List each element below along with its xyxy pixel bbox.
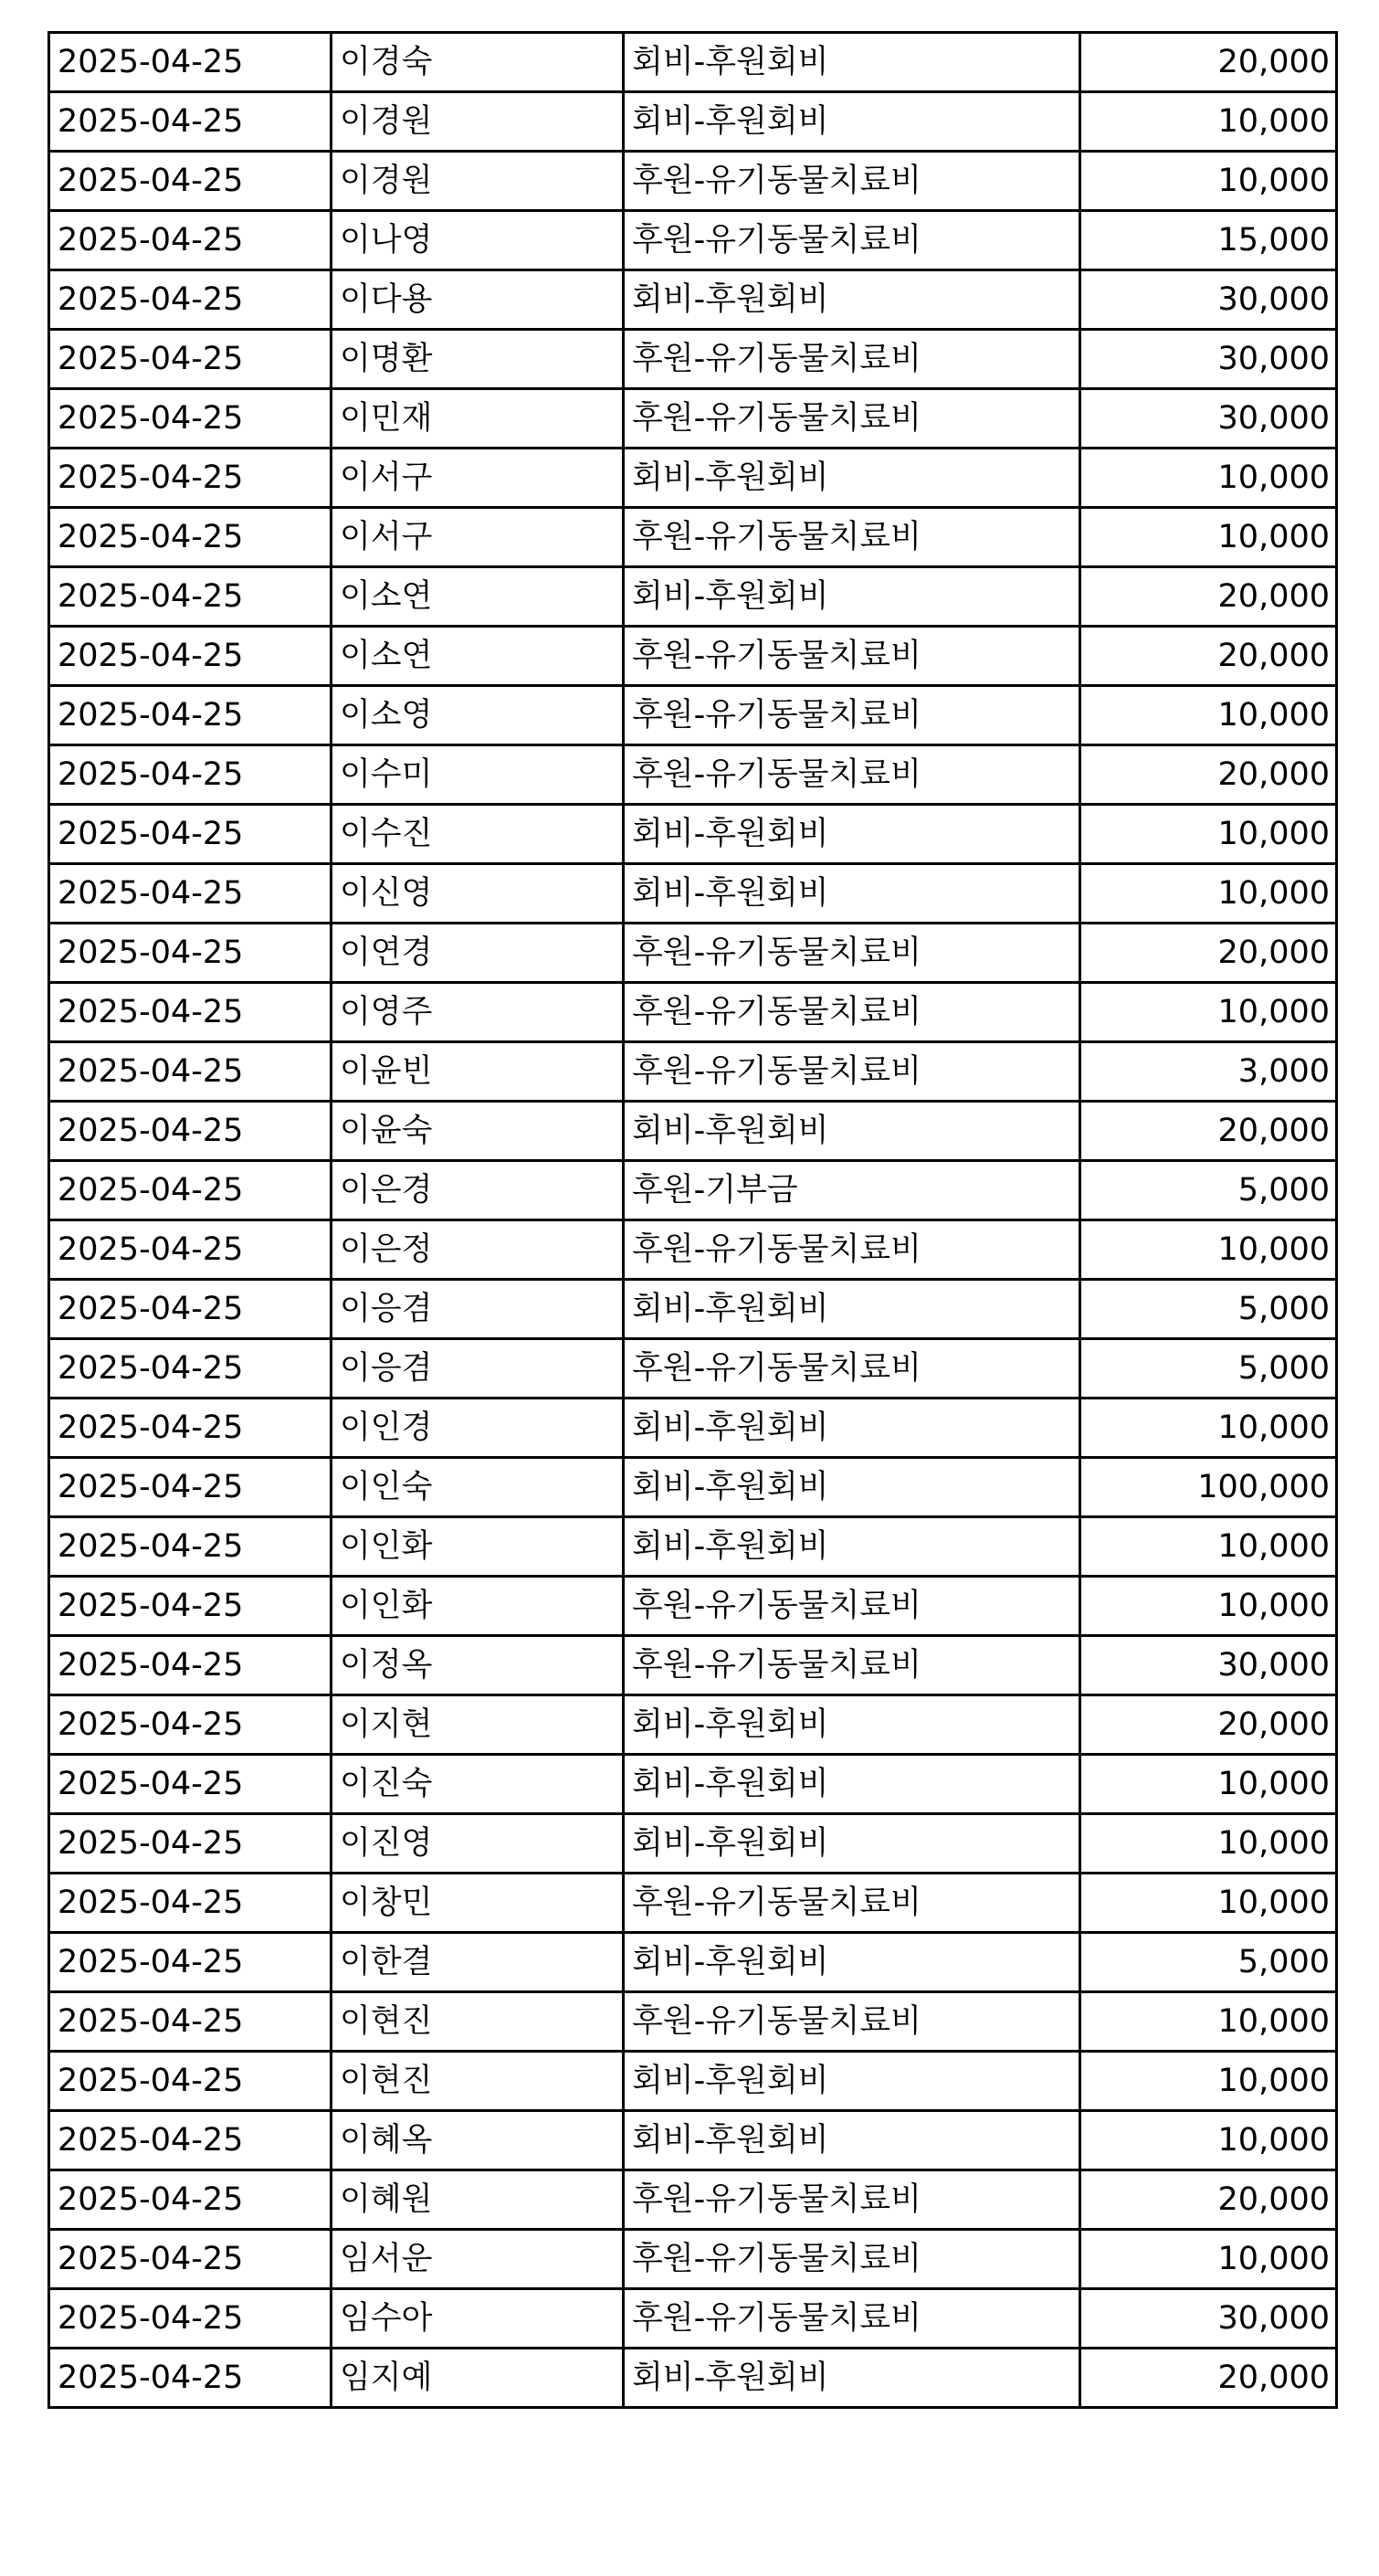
name-cell: 이윤빈 [332, 1042, 624, 1102]
table-row [49, 1339, 1337, 1399]
amount-cell: 5,000 [1080, 1280, 1337, 1339]
item-cell: 후원-유기동물치료비 [624, 1577, 1080, 1636]
item-cell: 후원-유기동물치료비 [624, 686, 1080, 745]
date-cell: 2025-04-25 [49, 2230, 332, 2289]
date-cell: 2025-04-25 [49, 1933, 332, 1992]
date-cell: 2025-04-25 [49, 2289, 332, 2349]
amount-cell: 10,000 [1080, 2052, 1337, 2111]
name-cell: 이지현 [332, 1695, 624, 1755]
table-row [49, 449, 1337, 508]
item-cell: 후원-유기동물치료비 [624, 1636, 1080, 1695]
table-row [49, 1577, 1337, 1636]
date-cell: 2025-04-25 [49, 92, 332, 152]
date-cell: 2025-04-25 [49, 1042, 332, 1102]
item-cell: 회비-후원회비 [624, 567, 1080, 627]
item-cell: 후원-유기동물치료비 [624, 2170, 1080, 2230]
amount-cell: 3,000 [1080, 1042, 1337, 1102]
amount-cell: 20,000 [1080, 1695, 1337, 1755]
table-row [49, 1042, 1337, 1102]
name-cell: 이은정 [332, 1220, 624, 1280]
table-row [49, 627, 1337, 686]
item-cell: 회비-후원회비 [624, 1280, 1080, 1339]
item-cell: 회비-후원회비 [624, 2349, 1080, 2408]
name-cell: 이인화 [332, 1577, 624, 1636]
amount-cell: 10,000 [1080, 1577, 1337, 1636]
amount-cell: 10,000 [1080, 2230, 1337, 2289]
name-cell: 이소연 [332, 567, 624, 627]
name-cell: 이소연 [332, 627, 624, 686]
table-row [49, 1161, 1337, 1220]
date-cell: 2025-04-25 [49, 2052, 332, 2111]
name-cell: 이혜옥 [332, 2111, 624, 2170]
amount-cell: 10,000 [1080, 805, 1337, 864]
date-cell: 2025-04-25 [49, 2170, 332, 2230]
date-cell: 2025-04-25 [49, 686, 332, 745]
date-cell: 2025-04-25 [49, 805, 332, 864]
table-row [49, 389, 1337, 449]
name-cell: 이현진 [332, 1992, 624, 2052]
name-cell: 이수미 [332, 745, 624, 805]
name-cell: 이영주 [332, 983, 624, 1042]
table-row [49, 2170, 1337, 2230]
name-cell: 이명환 [332, 330, 624, 389]
ledger-body [49, 33, 1337, 2408]
amount-cell: 10,000 [1080, 1992, 1337, 2052]
date-cell: 2025-04-25 [49, 330, 332, 389]
date-cell: 2025-04-25 [49, 389, 332, 449]
item-cell: 회비-후원회비 [624, 1399, 1080, 1458]
amount-cell: 20,000 [1080, 745, 1337, 805]
item-cell: 후원-유기동물치료비 [624, 1874, 1080, 1933]
table-row [49, 805, 1337, 864]
name-cell: 이나영 [332, 211, 624, 270]
table-row [49, 1458, 1337, 1517]
name-cell: 이은경 [332, 1161, 624, 1220]
name-cell: 이윤숙 [332, 1102, 624, 1161]
item-cell: 회비-후원회비 [624, 1458, 1080, 1517]
date-cell: 2025-04-25 [49, 1992, 332, 2052]
date-cell: 2025-04-25 [49, 1814, 332, 1874]
table-row [49, 1992, 1337, 2052]
name-cell: 이현진 [332, 2052, 624, 2111]
item-cell: 후원-유기동물치료비 [624, 627, 1080, 686]
amount-cell: 10,000 [1080, 508, 1337, 567]
table-row [49, 2349, 1337, 2408]
table-row [49, 686, 1337, 745]
table-row [49, 152, 1337, 211]
amount-cell: 20,000 [1080, 627, 1337, 686]
item-cell: 회비-후원회비 [624, 2111, 1080, 2170]
table-row [49, 2289, 1337, 2349]
item-cell: 후원-유기동물치료비 [624, 1220, 1080, 1280]
table-row [49, 2111, 1337, 2170]
table-row [49, 2052, 1337, 2111]
item-cell: 회비-후원회비 [624, 270, 1080, 330]
name-cell: 이창민 [332, 1874, 624, 1933]
item-cell: 후원-유기동물치료비 [624, 1042, 1080, 1102]
date-cell: 2025-04-25 [49, 2111, 332, 2170]
table-row [49, 508, 1337, 567]
table-row [49, 1695, 1337, 1755]
table-row [49, 211, 1337, 270]
name-cell: 이서구 [332, 449, 624, 508]
item-cell: 회비-후원회비 [624, 33, 1080, 92]
table-row [49, 330, 1337, 389]
amount-cell: 10,000 [1080, 1874, 1337, 1933]
table-row [49, 983, 1337, 1042]
item-cell: 회비-후원회비 [624, 805, 1080, 864]
name-cell: 이진영 [332, 1814, 624, 1874]
amount-cell: 10,000 [1080, 1517, 1337, 1577]
name-cell: 이인숙 [332, 1458, 624, 1517]
date-cell: 2025-04-25 [49, 1102, 332, 1161]
date-cell: 2025-04-25 [49, 211, 332, 270]
table-row [49, 92, 1337, 152]
name-cell: 이진숙 [332, 1755, 624, 1814]
item-cell: 후원-유기동물치료비 [624, 2289, 1080, 2349]
name-cell: 이한결 [332, 1933, 624, 1992]
item-cell: 후원-유기동물치료비 [624, 1992, 1080, 2052]
date-cell: 2025-04-25 [49, 1339, 332, 1399]
table-row [49, 1220, 1337, 1280]
amount-cell: 5,000 [1080, 1339, 1337, 1399]
item-cell: 회비-후원회비 [624, 92, 1080, 152]
name-cell: 이수진 [332, 805, 624, 864]
date-cell: 2025-04-25 [49, 627, 332, 686]
table-row [49, 1933, 1337, 1992]
table-row [49, 33, 1337, 92]
date-cell: 2025-04-25 [49, 567, 332, 627]
amount-cell: 30,000 [1080, 270, 1337, 330]
name-cell: 이정옥 [332, 1636, 624, 1695]
amount-cell: 100,000 [1080, 1458, 1337, 1517]
item-cell: 후원-유기동물치료비 [624, 1339, 1080, 1399]
item-cell: 회비-후원회비 [624, 1695, 1080, 1755]
amount-cell: 10,000 [1080, 2111, 1337, 2170]
name-cell: 이인화 [332, 1517, 624, 1577]
item-cell: 회비-후원회비 [624, 1755, 1080, 1814]
date-cell: 2025-04-25 [49, 1517, 332, 1577]
name-cell: 이인경 [332, 1399, 624, 1458]
donation-ledger-table [47, 31, 1338, 2409]
amount-cell: 10,000 [1080, 1399, 1337, 1458]
date-cell: 2025-04-25 [49, 1161, 332, 1220]
table-row [49, 1399, 1337, 1458]
amount-cell: 10,000 [1080, 983, 1337, 1042]
amount-cell: 10,000 [1080, 1755, 1337, 1814]
amount-cell: 10,000 [1080, 449, 1337, 508]
amount-cell: 20,000 [1080, 2170, 1337, 2230]
table-row [49, 1517, 1337, 1577]
date-cell: 2025-04-25 [49, 449, 332, 508]
date-cell: 2025-04-25 [49, 924, 332, 983]
name-cell: 이응겸 [332, 1339, 624, 1399]
amount-cell: 20,000 [1080, 924, 1337, 983]
name-cell: 이서구 [332, 508, 624, 567]
name-cell: 이다용 [332, 270, 624, 330]
item-cell: 후원-유기동물치료비 [624, 389, 1080, 449]
table-row [49, 924, 1337, 983]
amount-cell: 10,000 [1080, 152, 1337, 211]
item-cell: 회비-후원회비 [624, 1814, 1080, 1874]
date-cell: 2025-04-25 [49, 1280, 332, 1339]
amount-cell: 10,000 [1080, 1814, 1337, 1874]
table-row [49, 567, 1337, 627]
item-cell: 후원-유기동물치료비 [624, 924, 1080, 983]
date-cell: 2025-04-25 [49, 1636, 332, 1695]
amount-cell: 5,000 [1080, 1933, 1337, 1992]
item-cell: 회비-후원회비 [624, 1102, 1080, 1161]
item-cell: 회비-후원회비 [624, 449, 1080, 508]
item-cell: 후원-유기동물치료비 [624, 152, 1080, 211]
item-cell: 회비-후원회비 [624, 1517, 1080, 1577]
amount-cell: 10,000 [1080, 1220, 1337, 1280]
date-cell: 2025-04-25 [49, 1874, 332, 1933]
item-cell: 후원-유기동물치료비 [624, 983, 1080, 1042]
table-row [49, 1874, 1337, 1933]
table-row [49, 1755, 1337, 1814]
item-cell: 후원-유기동물치료비 [624, 745, 1080, 805]
date-cell: 2025-04-25 [49, 1458, 332, 1517]
table-row [49, 270, 1337, 330]
name-cell: 이소영 [332, 686, 624, 745]
amount-cell: 10,000 [1080, 92, 1337, 152]
name-cell: 임지예 [332, 2349, 624, 2408]
date-cell: 2025-04-25 [49, 152, 332, 211]
date-cell: 2025-04-25 [49, 270, 332, 330]
amount-cell: 15,000 [1080, 211, 1337, 270]
date-cell: 2025-04-25 [49, 983, 332, 1042]
amount-cell: 20,000 [1080, 567, 1337, 627]
table-row [49, 1814, 1337, 1874]
date-cell: 2025-04-25 [49, 745, 332, 805]
date-cell: 2025-04-25 [49, 1577, 332, 1636]
item-cell: 후원-유기동물치료비 [624, 2230, 1080, 2289]
table-row [49, 864, 1337, 924]
table-row [49, 2230, 1337, 2289]
amount-cell: 30,000 [1080, 2289, 1337, 2349]
amount-cell: 5,000 [1080, 1161, 1337, 1220]
item-cell: 회비-후원회비 [624, 1933, 1080, 1992]
date-cell: 2025-04-25 [49, 508, 332, 567]
date-cell: 2025-04-25 [49, 1695, 332, 1755]
amount-cell: 10,000 [1080, 686, 1337, 745]
amount-cell: 20,000 [1080, 33, 1337, 92]
name-cell: 이경숙 [332, 33, 624, 92]
table-row [49, 745, 1337, 805]
date-cell: 2025-04-25 [49, 2349, 332, 2408]
item-cell: 회비-후원회비 [624, 864, 1080, 924]
amount-cell: 10,000 [1080, 864, 1337, 924]
amount-cell: 20,000 [1080, 1102, 1337, 1161]
date-cell: 2025-04-25 [49, 1220, 332, 1280]
table-row [49, 1102, 1337, 1161]
name-cell: 이응겸 [332, 1280, 624, 1339]
table-row [49, 1280, 1337, 1339]
name-cell: 이민재 [332, 389, 624, 449]
name-cell: 이연경 [332, 924, 624, 983]
name-cell: 이신영 [332, 864, 624, 924]
name-cell: 이혜원 [332, 2170, 624, 2230]
name-cell: 이경원 [332, 92, 624, 152]
amount-cell: 30,000 [1080, 330, 1337, 389]
name-cell: 임수아 [332, 2289, 624, 2349]
date-cell: 2025-04-25 [49, 1755, 332, 1814]
item-cell: 회비-후원회비 [624, 2052, 1080, 2111]
amount-cell: 30,000 [1080, 389, 1337, 449]
name-cell: 이경원 [332, 152, 624, 211]
name-cell: 임서운 [332, 2230, 624, 2289]
date-cell: 2025-04-25 [49, 33, 332, 92]
date-cell: 2025-04-25 [49, 1399, 332, 1458]
item-cell: 후원-유기동물치료비 [624, 508, 1080, 567]
item-cell: 후원-기부금 [624, 1161, 1080, 1220]
amount-cell: 30,000 [1080, 1636, 1337, 1695]
item-cell: 후원-유기동물치료비 [624, 211, 1080, 270]
date-cell: 2025-04-25 [49, 864, 332, 924]
item-cell: 후원-유기동물치료비 [624, 330, 1080, 389]
table-row [49, 1636, 1337, 1695]
amount-cell: 20,000 [1080, 2349, 1337, 2408]
